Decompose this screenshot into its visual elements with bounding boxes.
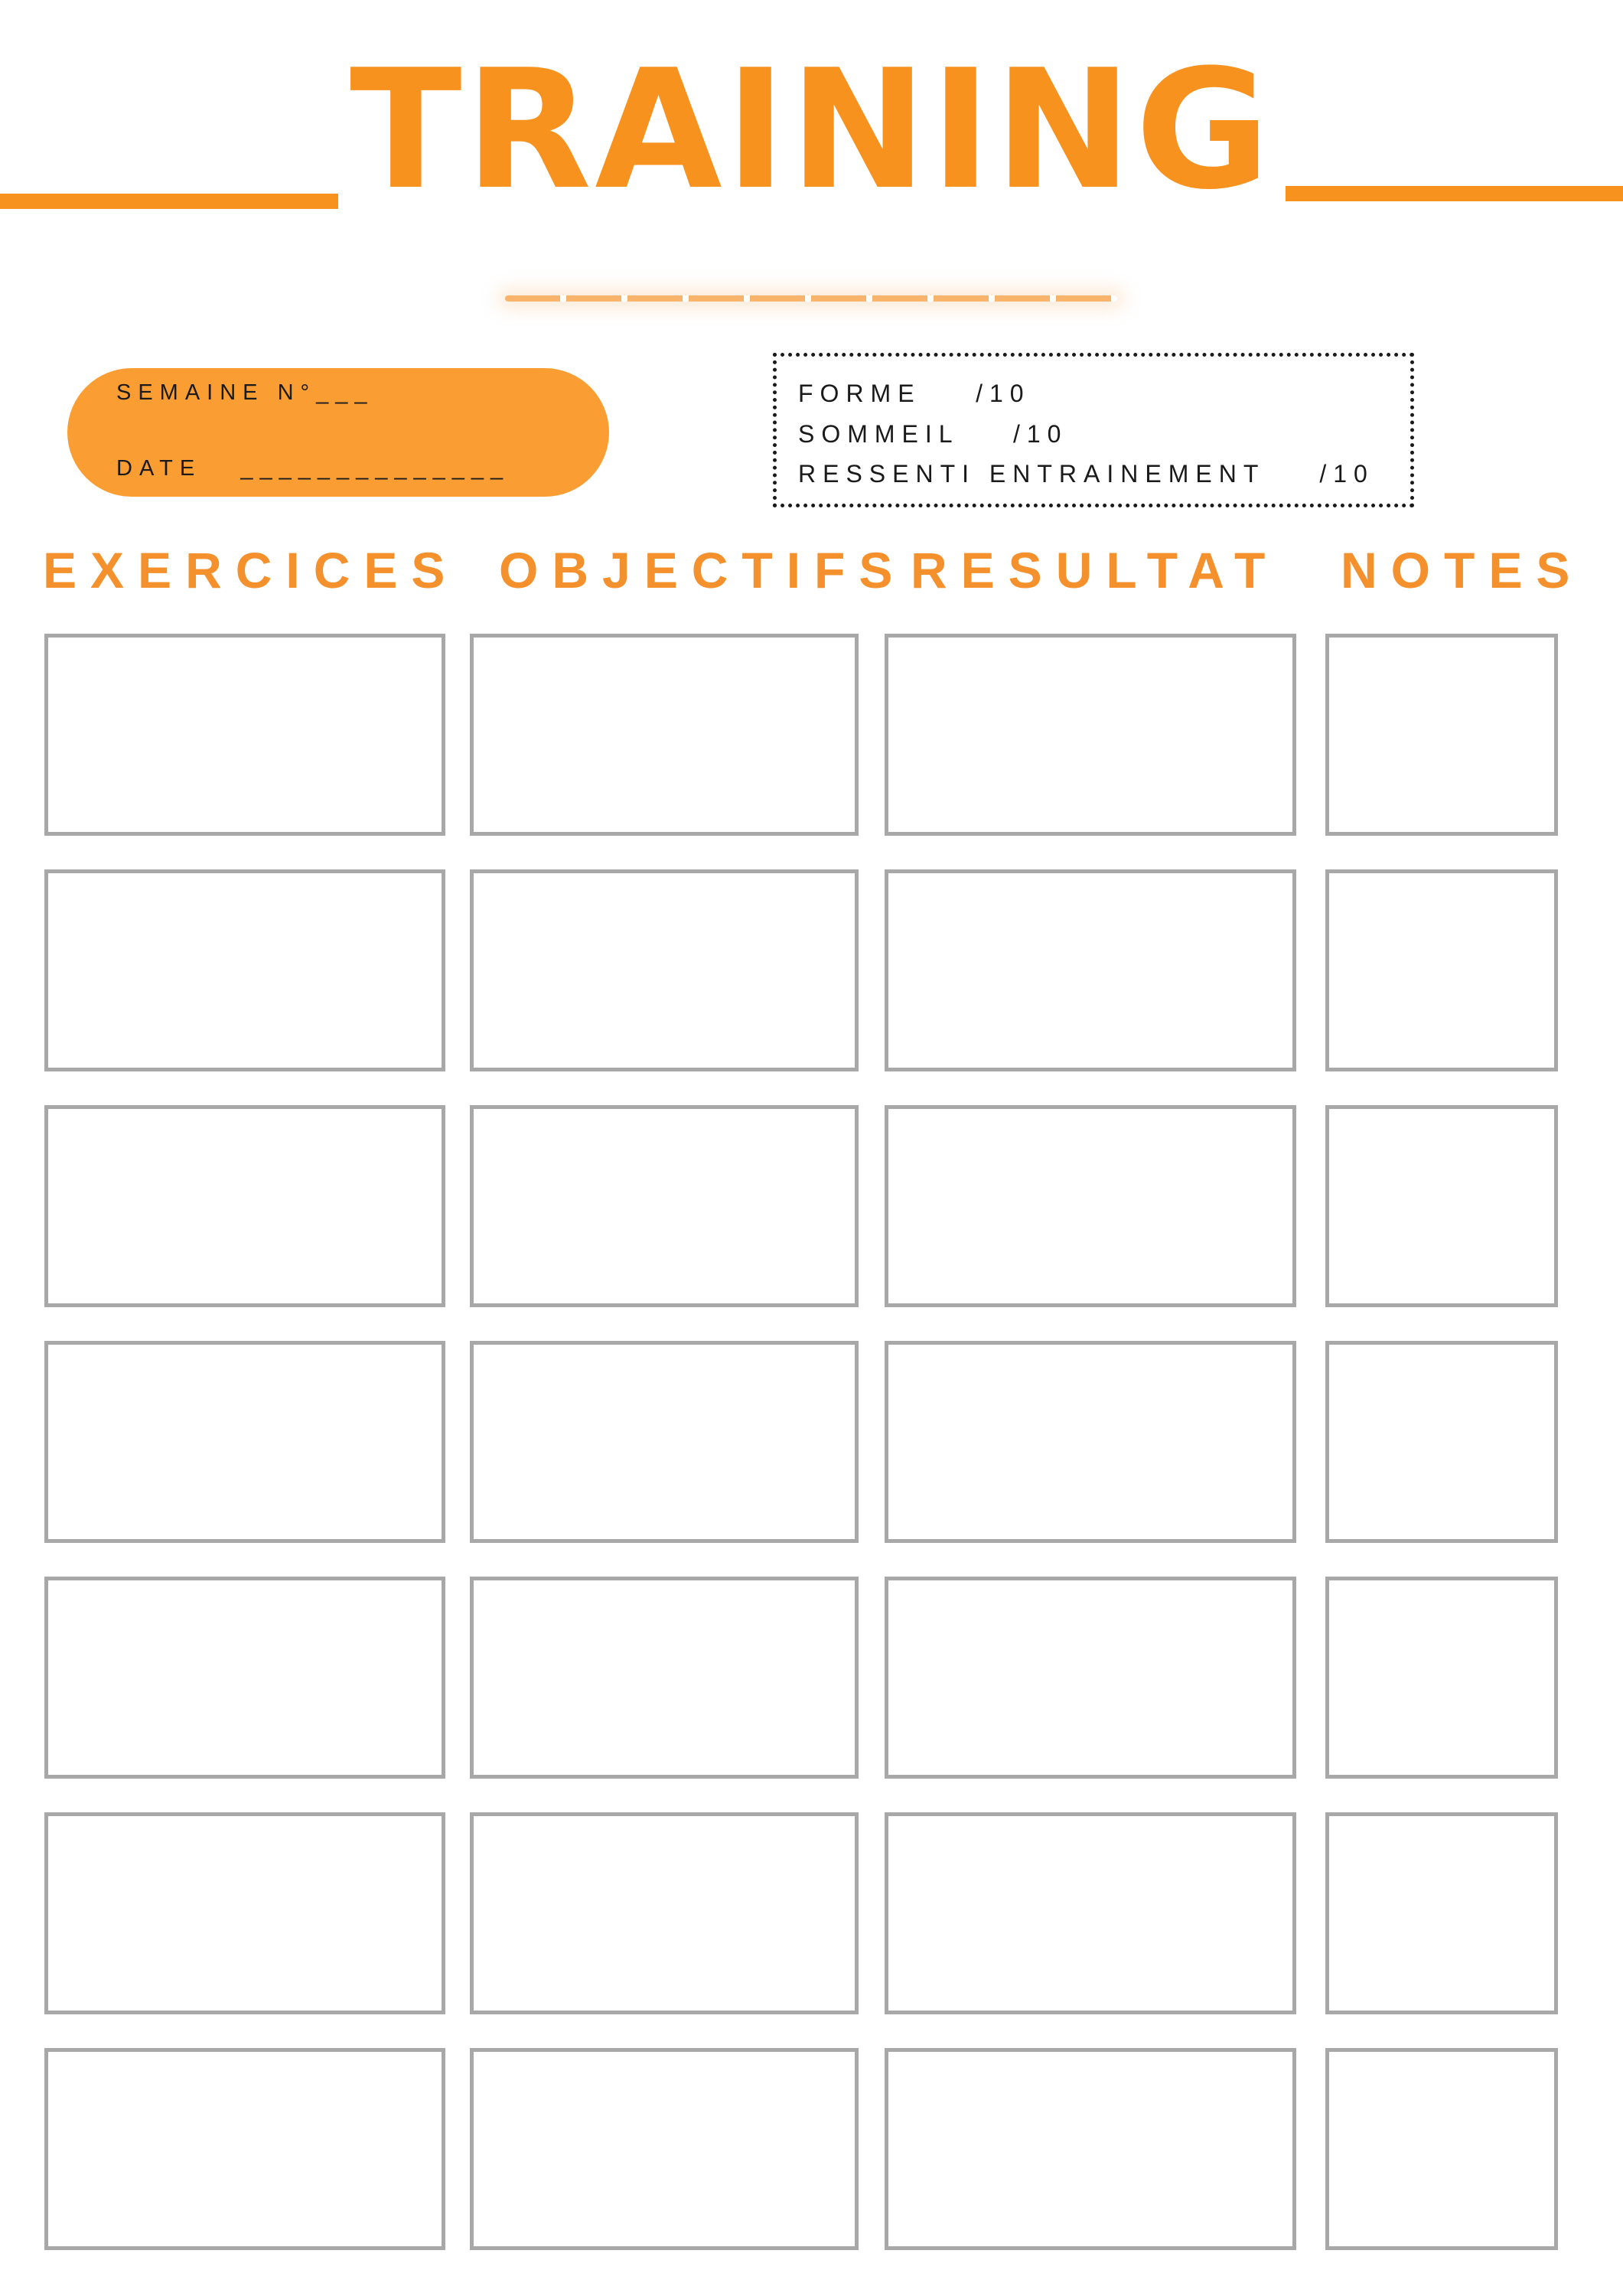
- objectif-cell[interactable]: [470, 1341, 859, 1543]
- resultat-cell[interactable]: [885, 1105, 1296, 1307]
- date-field[interactable]: DATE ______________: [116, 456, 510, 481]
- resultat-cell[interactable]: [885, 1577, 1296, 1779]
- exercice-cell[interactable]: [44, 1812, 445, 2014]
- week-number-field[interactable]: SEMAINE N°___: [116, 380, 374, 405]
- form-rating-field[interactable]: FORME /10: [798, 380, 1031, 407]
- objectif-cell[interactable]: [470, 634, 859, 836]
- exercice-cell[interactable]: [44, 2048, 445, 2250]
- page-title: TRAINING: [350, 34, 1273, 226]
- notes-cell[interactable]: [1325, 1577, 1558, 1779]
- exercice-cell[interactable]: [44, 1577, 445, 1779]
- notes-cell[interactable]: [1325, 634, 1558, 836]
- exercice-cell[interactable]: [44, 1105, 445, 1307]
- notes-cell[interactable]: [1325, 869, 1558, 1071]
- column-header-resultat: RESULTAT: [911, 542, 1279, 598]
- resultat-cell[interactable]: [885, 634, 1296, 836]
- exercice-cell[interactable]: [44, 1341, 445, 1543]
- notes-cell[interactable]: [1325, 1341, 1558, 1543]
- resultat-cell[interactable]: [885, 869, 1296, 1071]
- column-header-exercices: EXERCICES: [43, 542, 459, 598]
- training-feeling-rating-field[interactable]: RESSENTI ENTRAINEMENT /10: [798, 460, 1374, 488]
- resultat-cell[interactable]: [885, 1341, 1296, 1543]
- objectif-cell[interactable]: [470, 869, 859, 1071]
- objectif-cell[interactable]: [470, 1812, 859, 2014]
- objectif-cell[interactable]: [470, 2048, 859, 2250]
- exercice-cell[interactable]: [44, 869, 445, 1071]
- resultat-cell[interactable]: [885, 1812, 1296, 2014]
- objectif-cell[interactable]: [470, 1577, 859, 1779]
- column-header-objectifs: OBJECTIFS: [499, 542, 907, 598]
- resultat-cell[interactable]: [885, 2048, 1296, 2250]
- column-header-notes: NOTES: [1341, 542, 1584, 598]
- sleep-rating-field[interactable]: SOMMEIL /10: [798, 420, 1068, 448]
- notes-cell[interactable]: [1325, 1812, 1558, 2014]
- notes-cell[interactable]: [1325, 1105, 1558, 1307]
- notes-cell[interactable]: [1325, 2048, 1558, 2250]
- exercice-cell[interactable]: [44, 634, 445, 836]
- objectif-cell[interactable]: [470, 1105, 859, 1307]
